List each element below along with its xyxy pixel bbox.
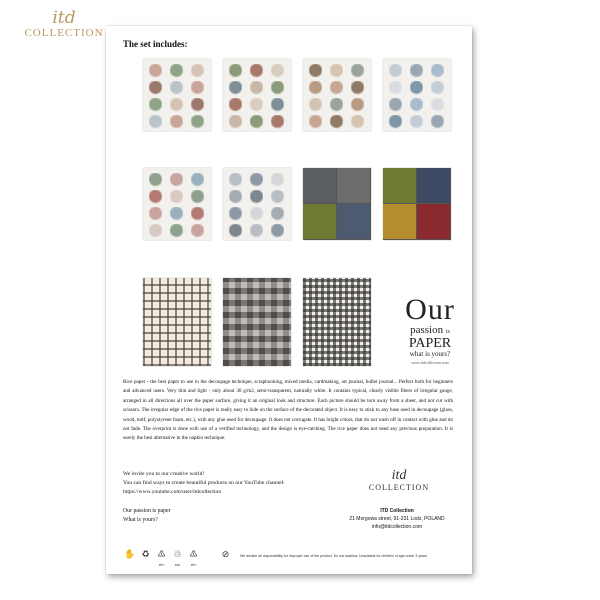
vignette-image — [191, 173, 204, 187]
vignette-image — [351, 98, 364, 112]
vignette-image — [410, 115, 423, 129]
vignette-image — [191, 224, 204, 238]
company-info — [332, 507, 462, 531]
product-sheet — [106, 26, 472, 574]
vignette-image — [149, 207, 162, 221]
invite-line: We invite you to our creative world! — [123, 471, 205, 477]
vignette-image — [389, 81, 402, 95]
vignette-image — [191, 64, 204, 78]
thumbnail-sheet-6 — [223, 168, 291, 240]
tile-slate — [417, 168, 450, 203]
vignette-image — [229, 64, 242, 78]
tile-olive — [383, 168, 416, 203]
vignette-image — [431, 98, 444, 112]
vignette-image — [309, 115, 322, 129]
vignette-image — [170, 64, 183, 78]
vignette-image — [410, 98, 423, 112]
vignette-image — [431, 64, 444, 78]
logo-word: COLLECTION — [24, 27, 104, 39]
vignette-image — [330, 64, 343, 78]
vignette-image — [271, 207, 284, 221]
footer-brand-logo — [354, 469, 444, 493]
company-name: ITD Collection — [380, 508, 414, 514]
passion-slogan — [398, 293, 462, 367]
thumbnail-sheet-5 — [143, 168, 211, 240]
vignette-image — [191, 190, 204, 204]
vignette-image — [309, 81, 322, 95]
slogan-paper: PAPER — [408, 336, 452, 351]
tile-crimson — [417, 204, 450, 239]
company-address: 21 Morgowa street, 91-231 Lodz, POLAND — [349, 516, 445, 522]
logo-script: itd — [52, 8, 76, 28]
vignette-image — [330, 81, 343, 95]
vignette-image — [271, 81, 284, 95]
recycle-icon: ♻ — [141, 550, 150, 560]
vignette-image — [250, 64, 263, 78]
footer-logo-word: COLLECTION — [368, 483, 430, 492]
brand-logo — [18, 10, 110, 46]
vignette-image — [149, 190, 162, 204]
vignette-image — [170, 98, 183, 112]
vignette-image — [229, 81, 242, 95]
vignette-image — [250, 190, 263, 204]
footer-logo-script: itd — [391, 468, 407, 483]
vignette-image — [330, 115, 343, 129]
product-description: Rice paper - the best paper to use in the decoupage technique, scrapbooking, mixed media, cardmaking, art journal, bullet journal... Perfect both for beginners and advanced users. Very thin and light - only about 30 g/m2, semi-transparent, naturally white. It contains typical, clearly visible fibers of irregular gauge, arranged in all directions all over the paper surface, giving it an original look and structure. Each picture should be torn away from a sheet, and not cut with scissors. The irregular edge of the rice paper is really easy to hide on the surface of the decorated object. It is easy to stick to any base used in decoupage (glass, wood, mdf, polystyrene foam, etc.), with any glue used for decoupage. It does not corrugate. It has bright colors, that do not wash off in contact with glue and do not fade. The overprint is done with use of a verified technology, and the design is eye-catching. The rice paper does not need any previous preparation. It is surely the best alternative in the napkin technique. — [123, 379, 453, 442]
vignette-image — [149, 81, 162, 95]
plaid-pattern-sheet — [143, 278, 211, 366]
vignette-image — [229, 207, 242, 221]
vignette-image — [389, 115, 402, 129]
pet-bottle-recycle-icon: ♳ PET — [189, 550, 198, 567]
vignette-image — [351, 64, 364, 78]
vignette-image — [271, 190, 284, 204]
vignette-image — [351, 81, 364, 95]
pet-recycle-icon: ♳ PET — [157, 550, 166, 567]
vignette-image — [149, 98, 162, 112]
thumbnail-tile-sheet-2 — [383, 168, 451, 240]
vignette-image — [431, 115, 444, 129]
tile-gray — [337, 168, 370, 203]
vignette-image — [250, 207, 263, 221]
tile-slate — [337, 204, 370, 239]
slogan-passion-line — [398, 324, 462, 350]
vignette-image — [170, 173, 183, 187]
vignette-image — [191, 81, 204, 95]
vignette-image — [410, 81, 423, 95]
slogan-our: Our — [405, 293, 455, 326]
vignette-image — [229, 98, 242, 112]
vignette-image — [149, 224, 162, 238]
motto-line: Our passion is paper — [123, 508, 171, 514]
vignette-image — [351, 115, 364, 129]
thumbnail-sheet-2 — [223, 59, 291, 131]
slogan-passion: passion — [410, 324, 444, 336]
invite-line: You can find ways to create beautiful products on our YouTube channel: — [123, 480, 285, 486]
vignette-image — [170, 81, 183, 95]
care-icon: ✋ — [124, 550, 136, 560]
thumbnail-tile-sheet-1 — [303, 168, 371, 240]
slogan-question: what is yours? — [409, 350, 451, 358]
vignette-image — [229, 190, 242, 204]
tile-gray — [303, 168, 336, 203]
vignette-image — [250, 224, 263, 238]
pixel-pattern-sheet — [223, 278, 291, 366]
vignette-image — [149, 115, 162, 129]
vignette-image — [250, 115, 263, 129]
vignette-image — [149, 173, 162, 187]
motto-block — [123, 507, 171, 525]
company-email[interactable]: info@itdcollection.com — [371, 524, 423, 530]
vignette-image — [410, 64, 423, 78]
vignette-image — [229, 115, 242, 129]
no-children-icon: ⊘ — [221, 550, 230, 560]
vignette-image — [250, 98, 263, 112]
slogan-url: www.itdcollection.com — [411, 360, 449, 365]
vignette-image — [170, 207, 183, 221]
slogan-is: is — [445, 329, 450, 335]
vignette-image — [191, 207, 204, 221]
vignette-image — [330, 98, 343, 112]
vignette-image — [271, 224, 284, 238]
safety-disclaimer: We decline all responsibility for improper use of the product. Do not swallow. Unsuitable for children of age under 3 years. — [240, 554, 428, 558]
thumbnail-sheet-1 — [143, 59, 211, 131]
vignette-image — [229, 173, 242, 187]
gingham-pattern-sheet — [303, 278, 371, 366]
vignette-image — [271, 173, 284, 187]
vignette-image — [250, 173, 263, 187]
vignette-image — [229, 224, 242, 238]
vignette-image — [271, 115, 284, 129]
vignette-image — [271, 98, 284, 112]
vignette-image — [170, 190, 183, 204]
vignette-image — [191, 115, 204, 129]
vignette-image — [191, 98, 204, 112]
vignette-image — [271, 64, 284, 78]
set-title: The set includes: — [123, 39, 188, 49]
vignette-image — [389, 64, 402, 78]
thumbnail-sheet-3 — [303, 59, 371, 131]
vignette-image — [170, 115, 183, 129]
vignette-image — [149, 64, 162, 78]
vignette-image — [309, 64, 322, 78]
tile-olive — [303, 204, 336, 239]
tile-amber — [383, 204, 416, 239]
pap-recycle-icon: ♲ PAP — [173, 550, 182, 567]
vignette-image — [431, 81, 444, 95]
vignette-image — [309, 98, 322, 112]
vignette-image — [170, 224, 183, 238]
thumbnail-sheet-4 — [383, 59, 451, 131]
motto-line: What is yours? — [123, 517, 158, 523]
vignette-image — [250, 81, 263, 95]
invite-block — [123, 470, 353, 497]
vignette-image — [389, 98, 402, 112]
youtube-link[interactable]: https://www.youtube.com/user/itdcollection — [123, 489, 222, 495]
